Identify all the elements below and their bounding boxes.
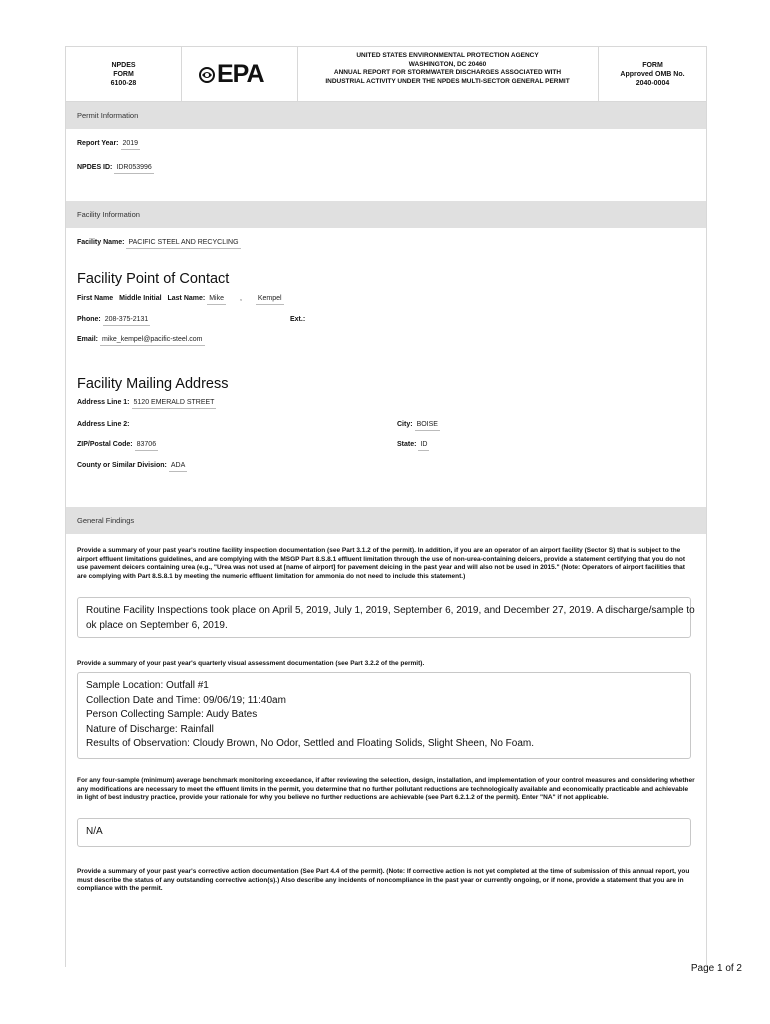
county-value: ADA <box>169 462 187 472</box>
phone-field <box>77 316 150 323</box>
form-number-block <box>66 47 182 101</box>
answer-line: Results of Observation: Cloudy Brown, No Odor, Settled and Floating Solids, Slight Sheen, No Foam. <box>86 738 535 749</box>
city-field <box>397 421 440 428</box>
first-name-label: First Name <box>77 295 114 302</box>
section-permit-information: Permit Information <box>66 102 706 129</box>
email-field <box>77 336 205 343</box>
epa-logo <box>182 47 298 101</box>
answer-line: Nature of Discharge: Rainfall <box>86 723 214 735</box>
question-visual-assessment: Provide a summary of your past year's quarterly visual assessment documentation (see Part 3.2.2 of the permit). <box>77 660 425 667</box>
form-header <box>66 47 706 102</box>
answer-line: Sample Location: Outfall #1 <box>86 680 209 691</box>
address-line2-label: Address Line 2: <box>77 421 130 428</box>
agency-title-line: INDUSTRIAL ACTIVITY UNDER THE NPDES MULTI-SECTOR GENERAL PERMIT <box>325 77 570 85</box>
answer-line: Collection Date and Time: 09/06/19; 11:40am <box>86 694 286 706</box>
report-year-field <box>77 140 140 147</box>
facility-name-label: Facility Name: <box>77 239 125 246</box>
address-line1-field <box>77 399 216 406</box>
answer-line: Routine Facility Inspections took place on April 5, 2019, July 1, 2019, September 6, 2019, and December 27, 2019. A discharge/sample to <box>86 605 695 616</box>
answer-benchmark-exceedance <box>77 818 691 847</box>
agency-title-block <box>297 47 599 101</box>
omb-block <box>599 47 706 101</box>
epa-seal-icon <box>199 67 215 83</box>
npdes-id-label: NPDES ID: <box>77 164 113 171</box>
form-number-line: NPDES <box>111 62 136 69</box>
omb-line: FORM <box>642 62 663 69</box>
city-value: BOISE <box>415 421 440 431</box>
state-field <box>397 441 429 448</box>
answer-line: N/A <box>86 826 103 837</box>
report-year-label: Report Year: <box>77 140 119 147</box>
answer-line: ok place on September 6, 2019. <box>86 619 228 631</box>
address-line1-label: Address Line 1: <box>77 399 130 406</box>
last-name-value: Kempel <box>256 295 284 305</box>
epa-logo-text: EPA <box>217 60 264 88</box>
question-routine-inspection: Provide a summary of your past year's routine facility inspection documentation (see Part 3.1.2 of the permit). In addition, if you are an operator of an airport facility (Sector S) that is subject to the airport effluent limitations guidelines, and are complying with the MSGP Part 8.S.8.1 effluent limitation through the use of non-urea-containing deicers, provide a statement certifying that you do not use pavement deicers containing urea (e.g., "Urea was not used at [name of airport] for pavement deicing in the past year and will also not be used in 2015." (Note: Operators of airport facilities that are complying with Part 8.S.8.1 by meeting the numeric effluent limitation for ammonia do not need to include this statement.) <box>77 547 686 580</box>
question-benchmark-exceedance: For any four-sample (minimum) average benchmark monitoring exceedance, if after reviewing the selection, design, installation, and implementation of your control measures and considering whether any modifications are necessary to meet the effluent limits in the permit, you determine that no further pollutant reductions are technologically available and economically practicable and achievable in light of best industry practice, provide your rationale for why you believe no further reductions are achievable (see Part 6.2.1.2 of the permit). Enter "NA" if not applicable. <box>77 777 695 801</box>
answer-visual-assessment <box>77 672 691 759</box>
state-value: ID <box>418 441 429 451</box>
form-number-line: FORM <box>113 71 134 78</box>
state-label: State: <box>397 441 417 448</box>
ext-label: Ext.: <box>290 316 306 323</box>
address-line2-field <box>77 421 130 428</box>
phone-value: 208-375-2131 <box>103 316 151 326</box>
answer-line: Person Collecting Sample: Audy Bates <box>86 709 258 720</box>
zip-value: 83706 <box>135 441 158 451</box>
section-general-findings: General Findings <box>66 507 706 534</box>
form-number-line: 6100-28 <box>110 80 137 87</box>
agency-title-line: WASHINGTON, DC 20460 <box>408 60 487 68</box>
county-label: County or Similar Division: <box>77 462 167 469</box>
contact-heading: Facility Point of Contact <box>77 271 230 287</box>
last-name-label: Last Name: <box>167 295 206 302</box>
facility-name-value: PACIFIC STEEL AND RECYCLING <box>126 239 240 249</box>
agency-title-line: UNITED STATES ENVIRONMENTAL PROTECTION AGENCY <box>356 52 539 59</box>
phone-label: Phone: <box>77 316 101 323</box>
address-line1-value: 5120 EMERALD STREET <box>132 399 217 409</box>
ext-field <box>290 316 305 323</box>
facility-name-field <box>77 239 241 246</box>
section-facility-information: Facility Information <box>66 201 706 228</box>
zip-label: ZIP/Postal Code: <box>77 441 133 448</box>
omb-line: Approved OMB No. <box>620 71 685 78</box>
middle-initial-label: Middle Initial <box>119 295 162 302</box>
mailing-heading: Facility Mailing Address <box>77 376 229 392</box>
agency-title-line: ANNUAL REPORT FOR STORMWATER DISCHARGES ASSOCIATED WITH <box>333 69 562 76</box>
city-label: City: <box>397 421 413 428</box>
npdes-id-field <box>77 164 154 171</box>
npdes-id-value: IDR053996 <box>114 164 153 174</box>
answer-routine-inspection <box>77 597 695 638</box>
question-corrective-action: Provide a summary of your past year's corrective action documentation (See Part 4.4 of the permit). (Note: If corrective action is not yet completed at the time of submission of this annual report, you must describe the status of any outstanding corrective action(s).) Also describe any incidents of noncompliance in the past year or currently ongoing, or if none, provide a statement that you are in compliance with the permit. <box>77 868 690 892</box>
email-label: Email: <box>77 336 99 343</box>
contact-name-field <box>77 295 284 302</box>
email-value: mike_kempel@pacific-steel.com <box>100 336 204 346</box>
omb-line: 2040-0004 <box>635 80 670 87</box>
page-number: Page 1 of 2 <box>690 963 742 974</box>
zip-field <box>77 441 158 448</box>
first-name-value: Mike <box>207 295 226 305</box>
report-year-value: 2019 <box>121 140 141 150</box>
middle-initial-value: , <box>239 295 242 302</box>
county-field <box>77 462 187 469</box>
form-page <box>65 46 707 967</box>
